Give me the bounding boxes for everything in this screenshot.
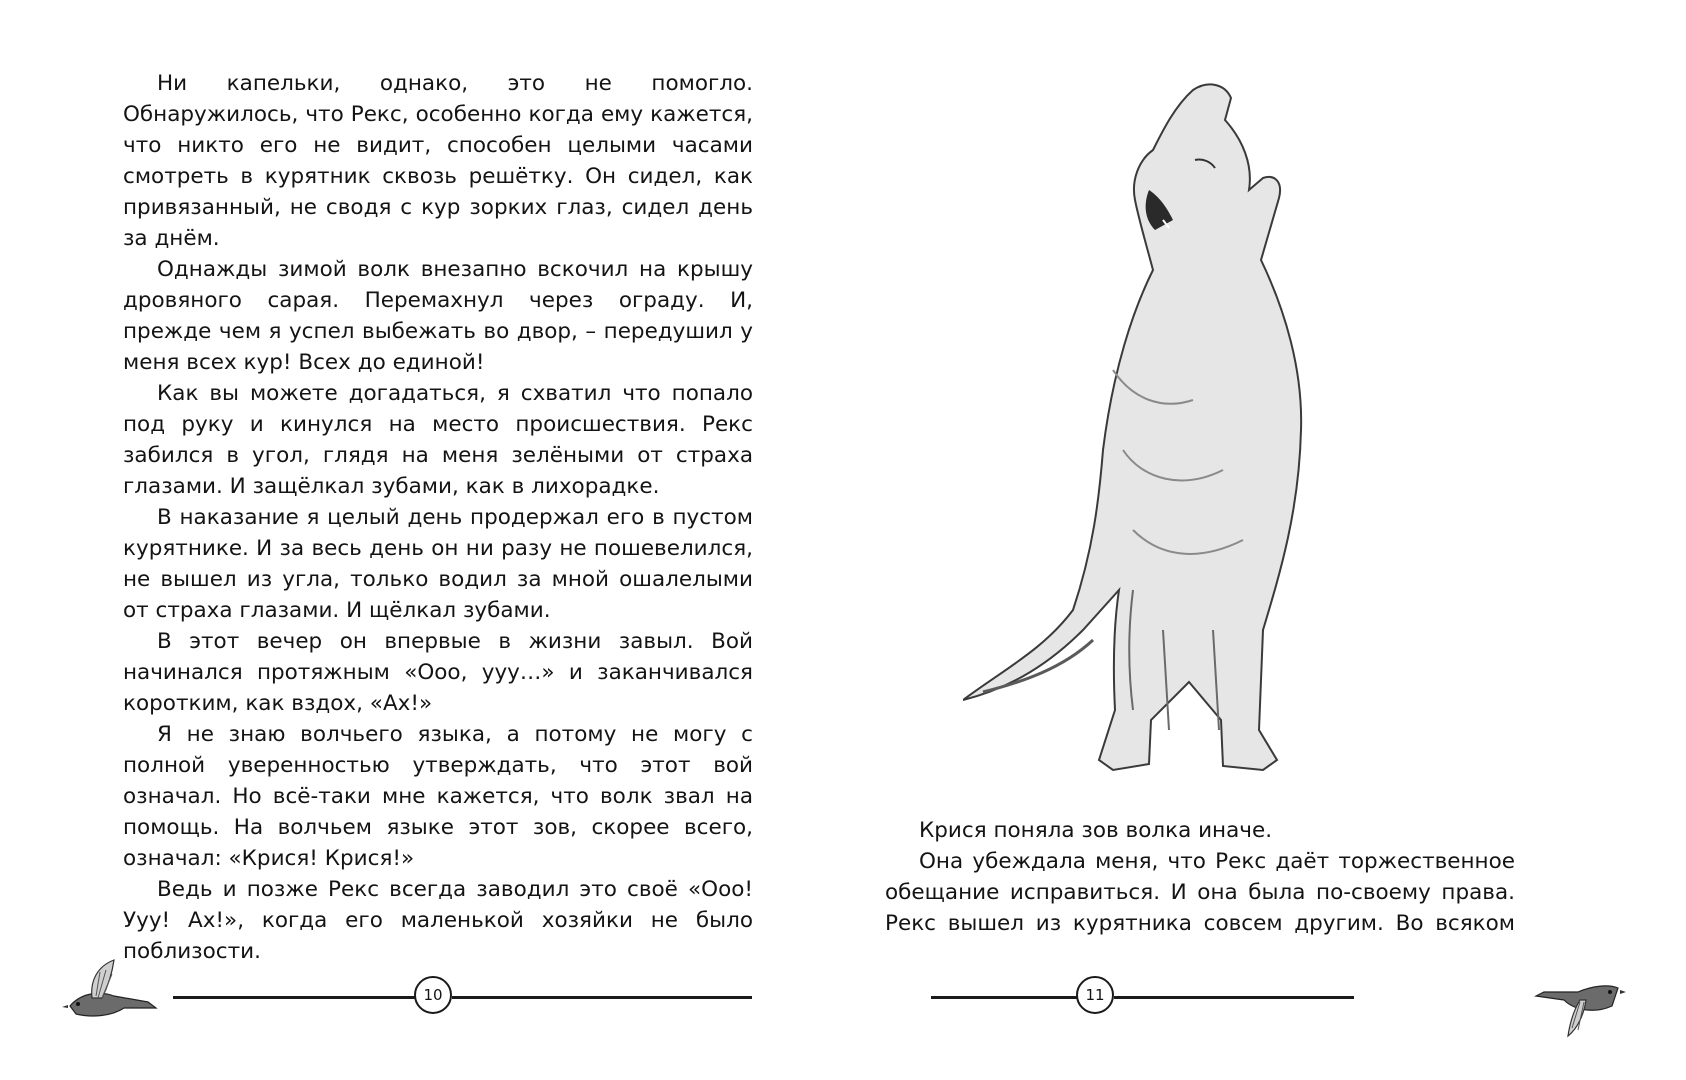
page-number-circle (1076, 976, 1114, 1014)
footer-line-right-a (931, 996, 1078, 999)
right-page-text (885, 815, 1515, 939)
right-page (843, 0, 1686, 1080)
paragraph: Однажды зимой волк внезапно вскочил на крышу дровяного сарая. Перемахнул через ограду. И, прежде чем я успел выбежать во двор, – передушил у меня всех кур! Всех до единой! (123, 257, 753, 375)
sparrow-illustration-right (1526, 970, 1626, 1040)
paragraph: Ведь и позже Рекс всегда заводил это своё «Ооо! Ууу! Ах!», когда его маленькой хозяйки не было поблизости. (123, 877, 753, 964)
page-number: 10 (423, 986, 443, 1004)
page-number-circle (414, 976, 452, 1014)
paragraph: Я не знаю волчьего языка, а потому не могу с полной уверенностью утверждать, что этот вой означал. Но всё-таки мне кажется, что волк звал на помощь. На волчьем языке этот зов, скорее всего, означал: «Крися! Крися!» (123, 722, 753, 871)
paragraph: Как вы можете догадаться, я схватил что попало под руку и кинулся на место происшествия. Рекс забился в угол, глядя на меня зелёными от страха глазами. И защёлкал зубами, как в лихорадке. (123, 381, 753, 499)
paragraph: Ни капельки, однако, это не помогло. Обнаружилось, что Рекс, особенно когда ему кажется, что никто его не видит, способен целыми часами смотреть в курятник сквозь решётку. Он сидел, как привязанный, не сводя с кур зорких глаз, сидел день за днём. (123, 71, 753, 251)
paragraph: Крися поняла зов волка иначе. (919, 818, 1273, 843)
page-number: 11 (1085, 986, 1105, 1004)
sparrow-illustration-left (62, 958, 162, 1028)
footer-line-right-b (1114, 996, 1354, 999)
left-page-text (123, 68, 753, 967)
paragraph: В наказание я целый день продержал его в пустом курятнике. И за весь день он ни разу не пошевелился, не вышел из угла, только водил за мной ошалелыми от страха глазами. И щёлкал зубами. (123, 505, 753, 623)
footer-line-left-b (452, 996, 752, 999)
wolf-cub-howling-illustration (963, 70, 1323, 790)
paragraph: Она убеждала меня, что Рекс даёт торжественное обещание исправиться. И она была по-своему права. Рекс вышел из курятника совсем другим. Во всяком (885, 849, 1515, 936)
paragraph: В этот вечер он впервые в жизни завыл. Вой начинался протяжным «Ооо, ууу…» и заканчивался коротким, как вздох, «Ах!» (123, 629, 753, 716)
footer-line-left-a (173, 996, 416, 999)
